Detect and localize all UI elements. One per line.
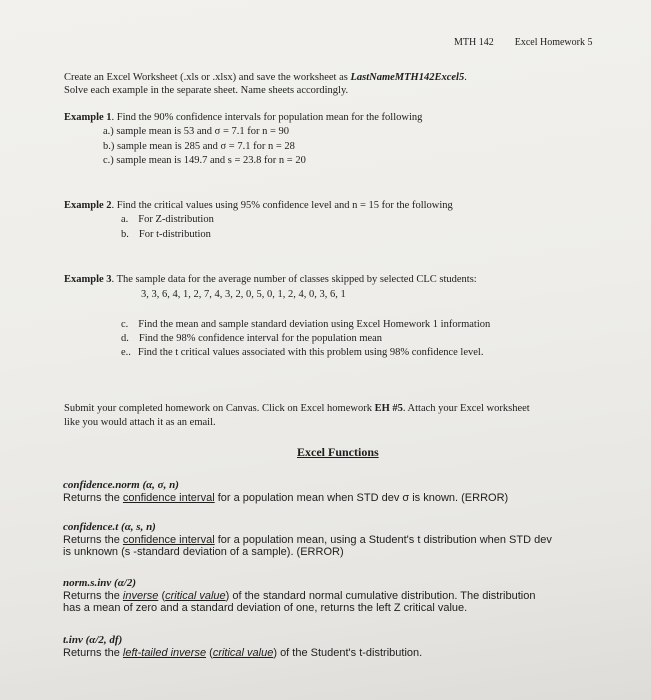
homework-title: Excel Homework 5 <box>514 37 593 48</box>
example-3-item-c: c. Find the mean and sample standard deviation using Excel Homework 1 information <box>121 319 491 330</box>
assignment-code: EH #5 <box>374 403 403 414</box>
excel-functions-title: Excel Functions <box>297 445 379 459</box>
example-1-heading: Example 1. Find the 90% confidence intervals for population mean for the following <box>64 112 423 123</box>
example-3-data: 3, 3, 6, 4, 1, 2, 7, 4, 3, 2, 0, 5, 0, 1, 2, 4, 0, 3, 6, 1 <box>141 289 346 300</box>
function-t-inv-desc: Returns the left-tailed inverse (critical value) of the Student's t-distribution. <box>63 647 423 659</box>
filename: LastNameMTH142Excel5 <box>350 72 465 83</box>
example-3-item-e: e.. Find the t critical values associated with this problem using 98% confidence level. <box>121 347 484 358</box>
submit-line-1: Submit your completed homework on Canvas. Click on Excel homework EH #5. Attach your Excel worksheet <box>64 403 530 414</box>
left-tailed-inverse-link[interactable]: left-tailed inverse <box>122 647 207 659</box>
confidence-interval-link[interactable]: confidence interval <box>122 492 215 504</box>
example-1-item-b: b.) sample mean is 285 and σ = 7.1 for n = 28 <box>103 141 295 152</box>
function-confidence-t-desc-1: Returns the confidence interval for a population mean, using a Student's t distribution when STD dev <box>63 534 552 546</box>
function-confidence-t-desc-2: is unknown (s -standard deviation of a sample). (ERROR) <box>63 546 344 558</box>
example-2-heading: Example 2. Find the critical values using 95% confidence level and n = 15 for the following <box>64 200 453 211</box>
function-norm-s-inv-desc-1: Returns the inverse (critical value) of the standard normal cumulative distribution. The distribution <box>63 590 536 602</box>
inverse-link[interactable]: inverse <box>122 590 159 602</box>
course-header <box>454 36 593 49</box>
function-norm-s-inv: norm.s.inv (α/2) <box>63 577 137 589</box>
example-2-item-b: b. For t-distribution <box>121 229 211 240</box>
function-t-inv: t.inv (α/2, df) <box>63 634 123 646</box>
critical-value-link[interactable]: critical value <box>165 590 226 602</box>
example-3-item-d: d. Find the 98% confidence interval for the population mean <box>121 333 383 344</box>
intro-line-1: Create an Excel Worksheet (.xls or .xlsx) and save the worksheet as LastNameMTH142Excel5. <box>64 72 467 83</box>
confidence-interval-link[interactable]: confidence interval <box>122 534 215 546</box>
critical-value-link[interactable]: critical value <box>212 647 274 659</box>
function-confidence-t: confidence.t (α, s, n) <box>63 521 156 533</box>
example-1-item-c: c.) sample mean is 149.7 and s = 23.8 for n = 20 <box>103 155 306 166</box>
example-3-heading: Example 3. The sample data for the average number of classes skipped by selected CLC students: <box>64 274 477 285</box>
function-norm-s-inv-desc-2: has a mean of zero and a standard deviation of one, returns the left Z critical value. <box>63 602 468 614</box>
intro-line-2: Solve each example in the separate sheet. Name sheets accordingly. <box>64 85 349 96</box>
course-code: MTH 142 <box>454 37 494 48</box>
function-confidence-norm: confidence.norm (α, σ, n) <box>63 479 179 491</box>
example-1-item-a: a.) sample mean is 53 and σ = 7.1 for n = 90 <box>103 126 290 137</box>
example-2-item-a: a. For Z-distribution <box>121 214 214 225</box>
submit-line-2: like you would attach it as an email. <box>64 417 216 428</box>
function-confidence-norm-desc: Returns the confidence interval for a population mean when STD dev σ is known. (ERROR) <box>63 492 509 504</box>
